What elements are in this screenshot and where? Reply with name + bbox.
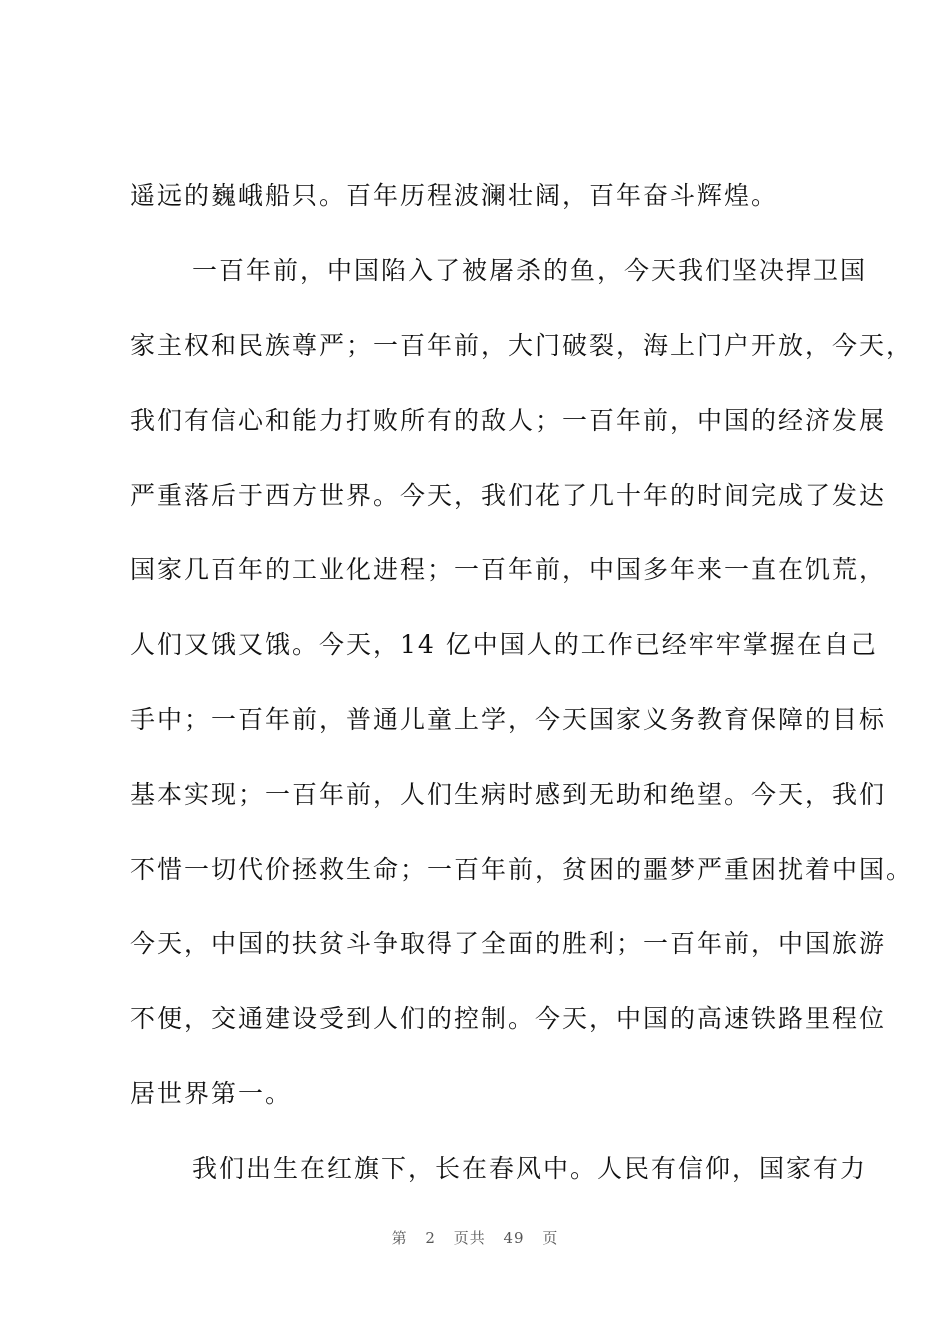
- body-line: 人们又饿又饿。今天，14 亿中国人的工作已经牢牢掌握在自己: [130, 630, 878, 659]
- footer-suffix: 页: [542, 1229, 559, 1247]
- body-line: 我们有信心和能力打败所有的敌人；一百年前，中国的经济发展: [130, 406, 887, 435]
- body-line: 居世界第一。: [130, 1079, 293, 1108]
- page-footer: [0, 1227, 950, 1248]
- footer-prefix: 第: [391, 1229, 408, 1247]
- body-line: 国家几百年的工业化进程；一百年前，中国多年来一直在饥荒，: [130, 555, 887, 584]
- body-line: 手中；一百年前，普通儿童上学，今天国家义务教育保障的目标: [130, 705, 887, 734]
- body-line: 不惜一切代价拯救生命；一百年前，贫困的噩梦严重困扰着中国。: [130, 855, 914, 884]
- body-line: 我们出生在红旗下，长在春风中。人民有信仰，国家有力: [192, 1154, 868, 1183]
- body-line: 不便，交通建设受到人们的控制。今天，中国的高速铁路里程位: [130, 1004, 887, 1033]
- body-line: 严重落后于西方世界。今天，我们花了几十年的时间完成了发达: [130, 481, 887, 510]
- body-line: 遥远的巍峨船只。百年历程波澜壮阔，百年奋斗辉煌。: [130, 181, 779, 210]
- body-line: 今天，中国的扶贫斗争取得了全面的胜利；一百年前，中国旅游: [130, 929, 887, 958]
- total-page-count: 49: [503, 1229, 525, 1247]
- body-line: 一百年前，中国陷入了被屠杀的鱼，今天我们坚决捍卫国: [192, 256, 868, 285]
- body-line: 家主权和民族尊严；一百年前，大门破裂，海上门户开放，今天，: [130, 331, 914, 360]
- current-page-number: 2: [425, 1229, 436, 1247]
- footer-middle: 页共: [453, 1229, 486, 1247]
- body-line: 基本实现；一百年前，人们生病时感到无助和绝望。今天，我们: [130, 780, 887, 809]
